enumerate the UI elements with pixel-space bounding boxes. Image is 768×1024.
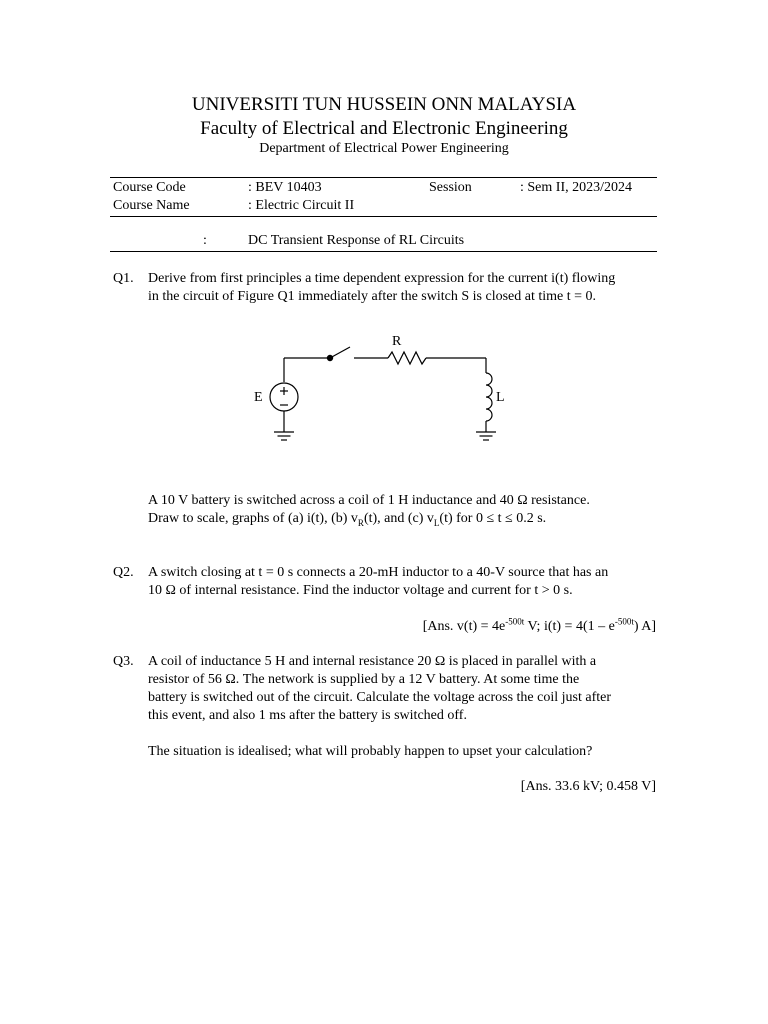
q3-line-4: this event, and also 1 ms after the battery is switched off.	[148, 708, 467, 723]
resistor-symbol	[388, 352, 426, 364]
q3-line-2: resistor of 56 Ω. The network is supplied by a 12 V battery. At some time the	[148, 672, 580, 687]
course-code-value: : BEV 10403	[248, 180, 322, 195]
faculty-name: Faculty of Electrical and Electronic Engineering	[200, 118, 568, 139]
source-label: E	[254, 390, 263, 405]
q1-line-2: in the circuit of Figure Q1 immediately after the switch S is closed at time t = 0.	[148, 289, 597, 304]
q2-line-1: A switch closing at t = 0 s connects a 20-mH inductor to a 40-V source that has an	[148, 565, 609, 580]
university-name: UNIVERSITI TUN HUSSEIN ONN MALAYSIA	[191, 94, 577, 115]
q2-number: Q2.	[113, 565, 134, 580]
q3-answer: [Ans. 33.6 kV; 0.458 V]	[520, 779, 656, 794]
header-rule-bottom	[110, 251, 657, 252]
switch-blade	[330, 347, 350, 358]
header-rule-top	[110, 177, 657, 178]
q3-line-3: battery is switched out of the circuit. Calculate the voltage across the coil just after	[148, 690, 612, 705]
session-value: : Sem II, 2023/2024	[520, 180, 632, 195]
q1-number: Q1.	[113, 271, 134, 286]
q1-line-4: Draw to scale, graphs of (a) i(t), (b) $v_R(t)$, and (c) $v_L(t)$ for 0 ≤ t ≤ 0.2 s.	[148, 511, 547, 528]
course-name-value: : Electric Circuit II	[248, 198, 355, 213]
resistor-label: R	[392, 334, 402, 349]
session-label: Session	[429, 180, 472, 195]
q3-line-1: A coil of inductance 5 H and internal resistance 20 Ω is placed in parallel with a	[148, 654, 597, 669]
header-rule-middle	[110, 216, 657, 217]
inductor-label: L	[496, 390, 505, 405]
figure-q1-circuit	[240, 325, 520, 450]
q2-line-2: 10 Ω of internal resistance. Find the inductor voltage and current for t > 0 s.	[148, 583, 573, 598]
course-name-label: Course Name	[113, 198, 190, 213]
q3-number: Q3.	[113, 654, 134, 669]
q1-line-3: A 10 V battery is switched across a coil of 1 H inductance and 40 Ω resistance.	[148, 493, 590, 508]
q2-answer: [Ans. $v(t) = 4e^{-500t}$ V; $i(t) = 4(1 - e^{-500t})$ A]	[422, 616, 656, 634]
topic-colon: :	[203, 233, 207, 248]
department-name: Department of Electrical Power Engineering	[259, 141, 509, 156]
inductor-symbol	[486, 373, 492, 421]
q3-line-5: The situation is idealised; what will probably happen to upset your calculation?	[148, 744, 593, 759]
topic-value: DC Transient Response of RL Circuits	[248, 233, 465, 248]
course-code-label: Course Code	[113, 180, 186, 195]
q1-line-1: Derive from first principles a time dependent expression for the current i(t) flowing	[148, 271, 616, 286]
